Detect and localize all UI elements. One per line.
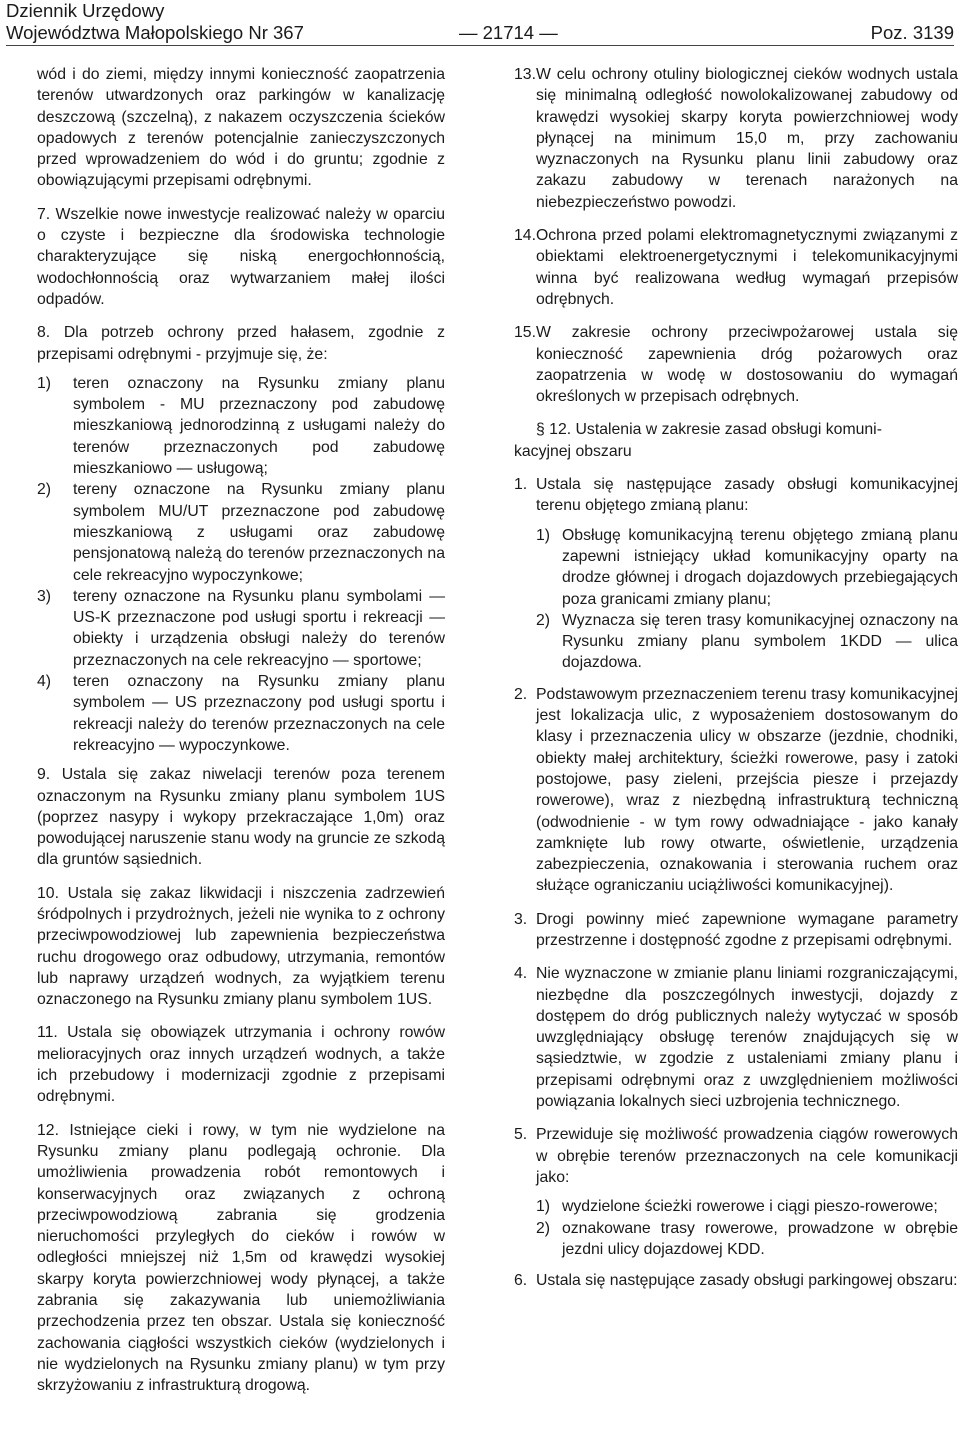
clause-5 <box>514 1124 958 1260</box>
item-text: Ustala się zakaz niwelacji terenów poza terenem oznaczonym na Rysunku zmiany planu symbolem 1US (poprzez nasypy i wykopy przekraczające 1,0m) oraz powodującej naruszenie stanu wody na gruncie ze szkodą dla gruntów sąsiednich. <box>37 766 445 869</box>
item-8 <box>37 322 445 756</box>
clause-number: 2. <box>514 685 528 703</box>
item-number: 7. <box>37 205 51 223</box>
item-text: W zakresie ochrony przeciwpożarowej ustala się konieczność zapewnienia dróg pożarowych oraz zaopatrzenia w wodę w dostosowaniu do wymagań określonych w przepisach odrębnych. <box>536 324 958 406</box>
header-rule <box>6 45 954 46</box>
item-text: Dla potrzeb ochrony przed hałasem, zgodnie z przepisami odrębnymi - przyjmuje się, że: <box>37 324 445 363</box>
list-item <box>536 525 958 610</box>
section-heading-line: § 12. Ustalenia w zakresie zasad obsługi komuni- <box>536 421 882 439</box>
item-7 <box>37 204 445 310</box>
item-13 <box>514 64 958 213</box>
item-number: 9. <box>37 766 51 784</box>
list-item <box>37 373 445 479</box>
list-item-number: 2) <box>536 1219 551 1237</box>
list-item-text: teren oznaczony na Rysunku zmiany planu symbolem - MU przeznaczony pod zabudowę mieszkaniową jednorodzinną z usługami należy do terenów przeznaczonych pod zabudowę mieszkaniowo — usługową; <box>73 374 445 478</box>
section-heading-continuation: kacyjnej obszaru <box>514 442 632 460</box>
item-12 <box>9 1120 445 1397</box>
page-number: — 21714 — <box>459 22 558 43</box>
clause-number: 5. <box>514 1126 528 1144</box>
list-item-text: oznakowane trasy rowerowe, prowadzone w obrębie jezdni ulicy dojazdowej KDD. <box>562 1219 958 1258</box>
clause-text: Ustala się następujące zasady obsługi parkingowej obszaru: <box>536 1272 958 1290</box>
item-number: 8. <box>37 324 51 342</box>
item-number: 14. <box>514 227 536 245</box>
left-column <box>37 64 445 1409</box>
item-14 <box>514 225 958 310</box>
item-text: W celu ochrony otuliny biologicznej cieków wodnych ustala się minimalną odległość nowolokalizowanej zabudowy od krawędzi wysokiej skarpy koryta powierzchniowej wody płynącej na minimum 15,0 m, przy zachowaniu wyznaczonych na Rysunku planu linii zabudowy oraz zakazu zabudowy w terenach narażonych na niebezpieczeństwo powodzi. <box>536 66 958 211</box>
list-item-text: tereny oznaczone na Rysunku zmiany planu symbolem MU/UT przeznaczone pod zabudowę mieszkaniową z usługami oraz zabudowę pensjonatową należą do terenów przeznaczonych na cele rekreacyjno wypoczynkowe; <box>73 481 445 584</box>
clause-text: Nie wyznaczone w zmianie planu liniami rozgraniczającymi, niezbędne dla poszczególnych inwestycji, dojazdy z dostępem do dróg publicznych należy wytyczać w sposób uwzględniający obsługę terenów znajdujących się w sąsiedztwie, w zgodzie z ustaleniami zmiany planu i przepisami odrębnymi oraz z uwzględnieniem możliwości powiązania lokalnych sieci uzbrojenia technicznego. <box>536 965 958 1111</box>
clause-number: 6. <box>514 1272 528 1290</box>
list-item-number: 1) <box>536 1198 551 1216</box>
right-column <box>514 64 958 1303</box>
list-item-text: Wyznacza się teren trasy komunikacyjnej oznaczony na Rysunku zmiany planu symbolem 1KDD — ulica dojazdowa. <box>562 611 958 672</box>
list-item <box>536 610 958 674</box>
list-item <box>37 671 445 756</box>
list-item-number: 2) <box>536 611 551 629</box>
journal-subtitle: Województwa Małopolskiego Nr 367 <box>6 22 304 43</box>
clause-text: Ustala się następujące zasady obsługi komunikacyjnej terenu objętego zmianą planu: <box>536 476 958 515</box>
list-item <box>536 1196 958 1217</box>
item-number: 12. <box>37 1121 59 1139</box>
intro-paragraph: wód i do ziemi, między innymi konieczność zaopatrzenia terenów utwardzonych oraz parkingów w kanalizację deszczową (szczelną), z nakazem oczyszczenia ścieków opadowych z terenów potencjalnie zanieczyszczonych przed wprowadzeniem do wód i do gruntu; zgodnie z obowiązującymi przepisami odrębnymi. <box>37 66 445 190</box>
clause-4 <box>514 963 958 1112</box>
journal-title: Dziennik Urzędowy <box>6 0 165 21</box>
page-header <box>6 0 954 46</box>
clause-number: 4. <box>514 965 528 983</box>
position-number: Poz. 3139 <box>870 22 954 43</box>
item-number: 11. <box>37 1024 58 1042</box>
item-11 <box>9 1022 445 1107</box>
clause-number: 1. <box>514 476 528 494</box>
list-item-text: teren oznaczony na Rysunku zmiany planu symbolem — US przeznaczony pod usługi sportu i rekreacji należy do terenów przeznaczonych na cele rekreacyjno — wypoczynkowe. <box>73 673 445 754</box>
clause-text: Drogi powinny mieć zapewnione wymagane parametry przestrzenne i dostępność zgodne z przepisami odrębnymi. <box>536 910 958 949</box>
list-item <box>37 479 445 585</box>
clause-1 <box>514 474 958 674</box>
item-9 <box>17 764 445 870</box>
clause-text: Podstawowym przeznaczeniem terenu trasy komunikacyjnej jest lokalizacja ulic, z wyposażeniem dostosowanym do klasy i przeznaczenia ulicy w obszarze (jezdnie, chodniki, obiekty małej architektury, ścieżki rowerowe, pasy i zatoki postojowe, pasy zieleni, przejścia piesze i przejazdy rowerowe), wraz z niezbędną infrastrukturą techniczną (odwodnienie - w tym rowy odwadniające - jako kanały zamknięte lub rowy otwarte, oświetlenie, urządzenia zabezpieczenia, oznakowania i sterowania ruchem oraz służące ograniczaniu uciążliwości komunikacyjnej). <box>536 685 958 895</box>
item-number: 10. <box>37 884 59 902</box>
clause-text: Przewiduje się możliwość prowadzenia ciągów rowerowych w obrębie terenów przeznaczonych na cele komunikacji jako: <box>536 1126 958 1186</box>
list-item <box>37 586 445 671</box>
list-item-number: 3) <box>37 587 52 605</box>
item-15 <box>514 322 958 407</box>
item-text: Ustala się zakaz likwidacji i niszczenia zadrzewień śródpolnych i przydrożnych, jeżeli nie wynika to z ochrony przeciwpowodziowej lub zapewnienia bezpieczeństwa ruchu drogowego oraz odbudowy, utrzymania, remontów lub naprawy urządzeń wodnych, za wyjątkiem terenu oznaczonego na Rysunku zmiany planu symbolem 1US. <box>37 884 446 1009</box>
item-10 <box>9 883 445 1011</box>
list-item-text: Obsługę komunikacyjną terenu objętego zmianą planu zapewni istniejący układ komunikacyjny oparty na drodze głównej i drogach dojazdowych przebiegających poza granicami zmiany planu; <box>562 526 958 608</box>
list-item-number: 2) <box>37 481 52 499</box>
list-item-number: 4) <box>37 673 52 691</box>
clause-6 <box>514 1270 958 1291</box>
clause-number: 3. <box>514 910 528 928</box>
list-item <box>536 1218 958 1261</box>
item-text: Ustala się obowiązek utrzymania i ochrony rowów melioracyjnych oraz innych urządzeń wodnych, a także ich przebudowy i modernizacji zgodnie z przepisami odrębnymi. <box>37 1024 446 1106</box>
item-number: 13. <box>514 66 536 83</box>
item-text: Wszelkie nowe inwestycje realizować należy w oparciu o czyste i bezpieczne dla środowiska technologie charakteryzujące się niską energochłonnością, wodochłonnością oraz wytwarzaniem małej ilości odpadów. <box>37 205 446 308</box>
clause-3 <box>514 909 958 952</box>
list-item-text: tereny oznaczone na Rysunku planu symbolami — US-K przeznaczone pod usługi sportu i rekreacji — obiekty i urządzenia obsługi należy do terenów przeznaczonych na cele rekreacyjno — sportowe; <box>73 587 445 669</box>
list-item-number: 1) <box>37 374 52 392</box>
list-item-number: 1) <box>536 526 551 544</box>
item-text: Istniejące cieki i rowy, w tym nie wydzielone na Rysunku zmiany planu podlegają ochronie. Dla umożliwienia prowadzenia robót remontowych i konserwacyjnych oraz związanych z ochroną przeciwpowodziową zabrania się grodzenia nieruchomości przyległych do cieków i rowów w odległości mniejszej niż 1,5m od krawędzi wysokiej skarpy koryta powierzchniowej wody płynącej, a także zabrania się zakazywania lub uniemożliwiania przechodzenia przez ten obszar. Ustala się konieczność zachowania ciągłości wszystkich cieków (wydzielonych i nie wydzielonych na Rysunku zmiany planu) w tym przy skrzyżowaniu z infrastrukturą drogową. <box>37 1121 446 1395</box>
item-text: Ochrona przed polami elektromagnetycznymi związanymi z obiektami elektroenergetycznymi i telekomunikacyjnymi winna być realizowana według wymagań przepisów odrębnych. <box>536 227 958 308</box>
clause-2 <box>514 684 958 897</box>
item-number: 15. <box>514 324 536 342</box>
list-item-text: wydzielone ścieżki rowerowe i ciągi pieszo-rowerowe; <box>562 1198 938 1216</box>
section-heading <box>514 419 958 462</box>
